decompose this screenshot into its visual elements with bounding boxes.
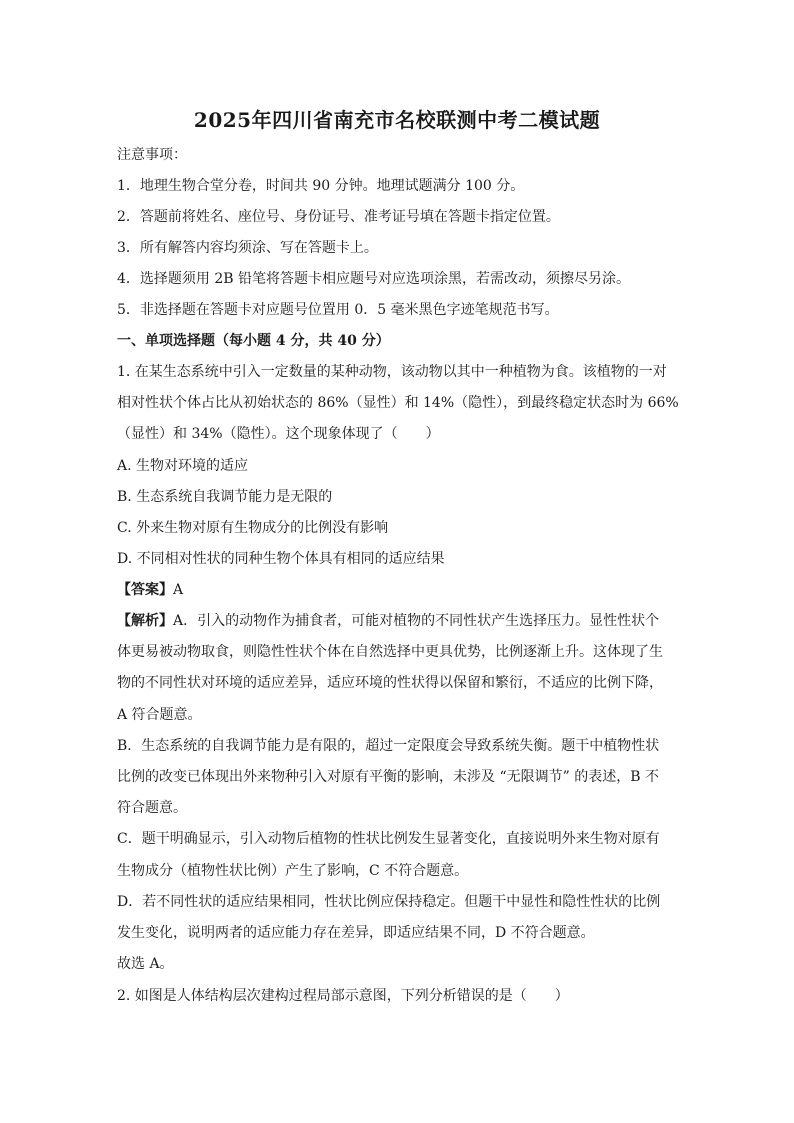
notice-item-2: 2．答题前将姓名、座位号、身份证号、准考证号填在答题卡指定位置。: [117, 209, 560, 225]
q1-analysis-line-10: D．若不同性状的适应结果相同，性状比例应保持稳定。但题干中显性和隐性性状的比例: [117, 894, 661, 910]
notice-item-5: 5．非选择题在答题卡对应题号位置用 0．5 毫米黑色字迹笔规范书写。: [117, 302, 559, 318]
q1-option-c: C. 外来生物对原有生物成分的比例没有影响: [117, 520, 389, 536]
q1-analysis-line-11: 发生变化，说明两者的适应能力存在差异，即适应结果不同，D 不符合题意。: [117, 925, 595, 941]
q1-stem-line-1: 1. 在某生态系统中引入一定数量的某种动物，该动物以其中一种植物为食。该植物的一对: [117, 364, 667, 380]
q1-analysis-line-3: 物的不同性状对环境的适应差异，适应环境的性状得以保留和繁衍，不适应的比例下降，: [117, 675, 663, 691]
q1-analysis-line-9: 生物成分（植物性状比例）产生了影响，C 不符合题意。: [117, 863, 469, 879]
q1-stem-line-2: 相对性状个体占比从初始状态的 86%（显性）和 14%（隐性），到最终稳定状态时为 66%: [117, 395, 679, 411]
q1-analysis-line-8: C．题干明确显示，引入动物后植物的性状比例发生显著变化，直接说明外来生物对原有: [117, 831, 660, 847]
q1-analysis-line-6: 比例的改变已体现出外来物种引入对原有平衡的影响，未涉及 “无限调节” 的表述，B 不: [117, 769, 659, 785]
q1-answer: [117, 580, 183, 600]
page-title: 2025年四川省南充市名校联测中考二模试题: [193, 108, 601, 132]
analysis-label: 【解析】: [117, 613, 173, 629]
q2-stem: 2. 如图是人体结构层次建构过程局部示意图，下列分析错误的是（ ）: [117, 988, 569, 1004]
analysis-text: A．引入的动物作为捕食者，可能对植物的不同性状产生选择压力。显性性状个: [173, 613, 660, 629]
q1-analysis-line-7: 符合题意。: [117, 800, 187, 816]
q1-option-a: A. 生物对环境的适应: [117, 458, 249, 474]
q1-option-b: B. 生态系统自我调节能力是无限的: [117, 489, 333, 505]
answer-label: 【答案】: [117, 582, 173, 598]
notice-heading: 注意事项：: [117, 147, 187, 163]
notice-item-1: 1．地理生物合堂分卷，时间共 90 分钟。地理试题满分 100 分。: [117, 178, 525, 194]
answer-value: A: [173, 582, 184, 598]
notice-item-3: 3．所有解答内容均须涂、写在答题卡上。: [117, 240, 378, 256]
section-heading: 一、单项选择题（每小题 4 分，共 40 分）: [117, 333, 390, 349]
notice-item-4: 4．选择题须用 2B 铅笔将答题卡相应题号对应选项涂黑，若需改动，须擦尽另涂。: [117, 271, 631, 287]
q1-stem-line-3: （显性）和 34%（隐性）。这个现象体现了（ ）: [117, 426, 440, 442]
q1-analysis-line-4: A 符合题意。: [117, 707, 202, 723]
q1-analysis-line-2: 体更易被动物取食，则隐性性状个体在自然选择中更具优势，比例逐渐上升。这体现了生: [117, 644, 663, 660]
q1-analysis-line-5: B．生态系统的自我调节能力是有限的，超过一定限度会导致系统失衡。题干中植物性状: [117, 738, 660, 754]
q1-conclusion: 故选 A。: [117, 956, 174, 972]
q1-option-d: D. 不同相对性状的同种生物个体具有相同的适应结果: [117, 551, 445, 567]
q1-analysis-line-1: [117, 611, 659, 631]
